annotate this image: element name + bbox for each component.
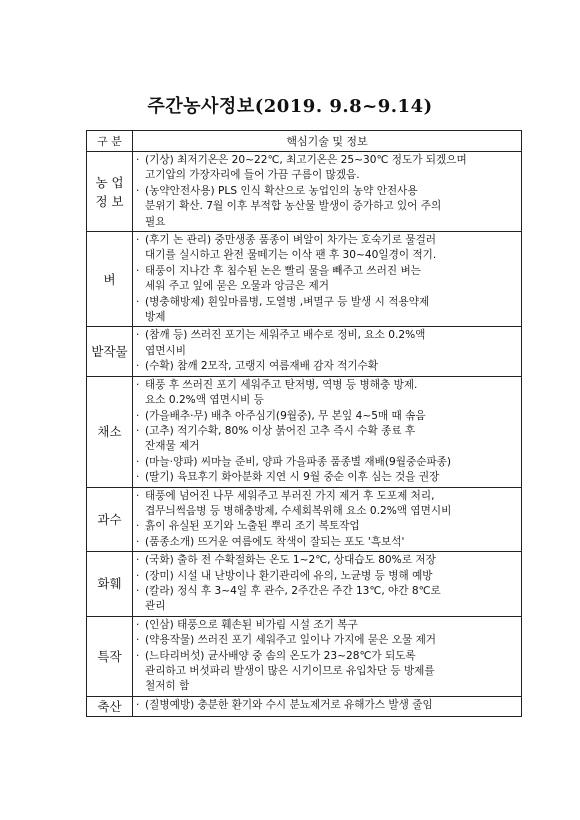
- item-line: 태풍이 지나간 후 침수된 논은 빨리 물을 빼주고 쓰러진 벼는: [145, 264, 421, 277]
- item-text: [145, 535, 518, 550]
- item-line: (약용작물) 쓰러진 포기 세워주고 잎이나 가지에 묻은 오물 제거: [145, 634, 437, 647]
- item-line: 잔재물 제거: [145, 440, 200, 453]
- item-line: 요소 0.2%액 엽면시비 등: [145, 394, 264, 407]
- content-cell: [133, 552, 522, 617]
- header-content: 핵심기술 및 정보: [133, 131, 522, 152]
- item-line: 관리하고 버섯파리 발생이 많은 시기이므로 유입차단 등 방제를: [145, 665, 435, 677]
- bullet-icon: ·: [136, 649, 140, 662]
- list-item: [136, 455, 518, 470]
- item-line: (참깨 등) 쓰러진 포기는 세워주고 배수로 정비, 요소 0.2%액: [145, 329, 426, 342]
- header-category: 구 분: [87, 131, 133, 152]
- item-text: [145, 328, 518, 359]
- category-label: 축산: [97, 698, 122, 714]
- item-text: [145, 184, 518, 230]
- item-line: (딸기) 육묘후기 화아분화 지연 시 9월 중순 이후 심는 것을 권장: [145, 471, 440, 484]
- item-line: 관리: [145, 600, 166, 613]
- list-item: [136, 698, 518, 713]
- bullet-icon: ·: [136, 698, 140, 711]
- table-row: [87, 327, 522, 376]
- bullet-icon: ·: [136, 154, 140, 166]
- item-line: 태풍 후 쓰러진 포기 세워주고 탄저병, 역병 등 병해충 방제.: [145, 378, 418, 391]
- item-text: [145, 409, 518, 424]
- list-item: [136, 184, 518, 230]
- item-line: (수확) 참깨 2모작, 고랭지 여름재배 감자 적기수확: [145, 360, 379, 373]
- item-line: (느타리버섯) 균사배양 중 솜의 온도가 23~28℃가 되도록: [145, 649, 416, 662]
- list-item: [136, 584, 518, 615]
- bullet-icon: ·: [136, 634, 140, 647]
- item-text: [145, 519, 518, 534]
- item-line: (장미) 시설 내 난방이나 환기관리에 유의, 노균병 등 병해 예방: [145, 569, 433, 582]
- bullet-icon: ·: [136, 234, 140, 247]
- item-line: 분위기 확산. 7월 이후 부적합 농산물 발생이 증가하고 있어 주의: [145, 200, 442, 213]
- category-label: 특작: [97, 648, 122, 664]
- list-item: [136, 233, 518, 264]
- bullet-icon: ·: [136, 535, 140, 548]
- bullet-icon: ·: [136, 569, 140, 582]
- item-line: 방제: [145, 311, 166, 324]
- item-text: [145, 455, 518, 470]
- category-cell: [87, 327, 133, 376]
- item-line: (병충해방제) 흰잎마름병, 도열병 ,벼멸구 등 발생 시 적용약제: [145, 295, 430, 308]
- item-line: 필요: [145, 215, 166, 228]
- item-line: (품종소개) 뜨거운 여름에도 착색이 잘되는 포도 '흑보석': [145, 535, 405, 548]
- content-cell: [133, 376, 522, 487]
- table-row: [87, 552, 522, 617]
- list-item: [136, 649, 518, 695]
- list-item: [136, 553, 518, 568]
- table-row: [87, 487, 522, 552]
- list-item: [136, 424, 518, 455]
- item-text: [145, 470, 518, 485]
- content-cell: [133, 327, 522, 376]
- table-row: [87, 232, 522, 327]
- list-item: [136, 409, 518, 424]
- item-line: (기상) 최저기온은 20~22℃, 최고기온은 25~30℃ 정도가 되겠으며: [145, 154, 467, 166]
- item-line: 세워 주고 잎에 묻은 오물과 앙금은 제거: [145, 280, 329, 293]
- bullet-icon: ·: [136, 264, 140, 277]
- table-header-row: [87, 131, 522, 152]
- bullet-icon: ·: [136, 409, 140, 422]
- item-line: 태풍에 넘어진 나무 세워주고 부러진 가지 제거 후 도포제 처리,: [145, 489, 435, 502]
- item-line: (후기 논 관리) 중만생종 품종이 벼알이 차가는 호숙기로 물걸러: [145, 234, 437, 247]
- category-cell: [87, 616, 133, 696]
- item-text: [145, 569, 518, 584]
- farming-info-table: [86, 130, 522, 717]
- item-text: [145, 489, 518, 520]
- list-item: [136, 359, 518, 374]
- category-label: 화훼: [97, 576, 122, 592]
- content-cell: [133, 152, 522, 232]
- category-label: 과수: [97, 511, 122, 527]
- category-label: 정 보: [95, 193, 124, 209]
- list-item: [136, 328, 518, 359]
- table-row: [87, 696, 522, 716]
- item-text: [145, 618, 518, 633]
- item-line: 대기를 실시하고 완전 물떼기는 이삭 팬 후 30~40일경이 적기.: [145, 249, 437, 262]
- list-item: [136, 618, 518, 633]
- item-line: 흙이 유실된 포기와 노출된 뿌리 조기 복토작업: [145, 520, 360, 533]
- list-item: [136, 633, 518, 648]
- item-text: [145, 359, 518, 374]
- list-item: [136, 295, 518, 326]
- list-item: [136, 519, 518, 534]
- table-row: [87, 152, 522, 232]
- list-item: [136, 378, 518, 409]
- item-line: 철저히 함: [145, 680, 190, 693]
- item-text: [145, 424, 518, 455]
- category-label: 벼: [103, 271, 116, 287]
- item-text: [145, 553, 518, 568]
- category-label: 채소: [97, 424, 122, 440]
- item-line: 고기압의 가장자리에 들어 가끔 구름이 많겠음.: [145, 169, 360, 182]
- item-text: [145, 153, 518, 184]
- bullet-icon: ·: [136, 584, 140, 597]
- category-cell: [87, 487, 133, 552]
- bullet-icon: ·: [136, 455, 140, 468]
- item-text: [145, 295, 518, 326]
- bullet-icon: ·: [136, 329, 140, 342]
- item-line: (질병예방) 충분한 환기와 수시 분뇨제거로 유해가스 발생 줄임: [145, 698, 433, 711]
- item-text: [145, 633, 518, 648]
- list-item: [136, 264, 518, 295]
- item-line: (국화) 출하 전 수확절화는 온도 1~2℃, 상대습도 80%로 저장: [145, 554, 436, 567]
- item-line: 엽면시비: [145, 344, 186, 357]
- content-cell: [133, 616, 522, 696]
- bullet-icon: ·: [136, 489, 140, 502]
- item-line: (가을배추·무) 배추 아주심기(9월중), 무 본잎 4~5매 때 솎음: [145, 409, 426, 422]
- category-cell: [87, 376, 133, 487]
- item-line: (인삼) 태풍으로 훼손된 비가림 시설 조기 복구: [145, 618, 358, 631]
- category-cell: [87, 232, 133, 327]
- item-text: [145, 264, 518, 295]
- bullet-icon: ·: [136, 471, 140, 484]
- item-text: [145, 584, 518, 615]
- category-cell: [87, 152, 133, 232]
- category-label: 밭작물: [91, 344, 128, 360]
- category-cell: [87, 552, 133, 617]
- item-line: (마늘·양파) 씨마늘 준비, 양파 가을파종 품종별 재배(9월중순파종): [145, 455, 452, 468]
- table-row: [87, 376, 522, 487]
- list-item: [136, 489, 518, 520]
- item-line: (고추) 적기수확, 80% 이상 붉어진 고추 즉시 수확 종료 후: [145, 424, 416, 437]
- bullet-icon: ·: [136, 184, 140, 197]
- item-text: [145, 649, 518, 695]
- content-cell: [133, 696, 522, 716]
- list-item: [136, 569, 518, 584]
- item-line: 겹무늬썩음병 등 병해충방제, 수세회복위해 요소 0.2%액 엽면시비: [145, 504, 452, 517]
- page-title: 주간농사정보(2019. 9.8~9.14): [147, 96, 433, 117]
- item-line: (농약안전사용) PLS 인식 확산으로 농업인의 농약 안전사용: [145, 184, 418, 197]
- content-cell: [133, 232, 522, 327]
- bullet-icon: ·: [136, 378, 140, 391]
- bullet-icon: ·: [136, 360, 140, 373]
- item-line: (칼라) 정식 후 3~4일 후 관수, 2주간은 주간 13℃, 야간 8℃로: [145, 584, 441, 597]
- item-text: [145, 378, 518, 409]
- list-item: [136, 470, 518, 485]
- table-row: [87, 616, 522, 696]
- item-text: [145, 233, 518, 264]
- category-cell: [87, 696, 133, 716]
- bullet-icon: ·: [136, 424, 140, 437]
- bullet-icon: ·: [136, 520, 140, 533]
- item-text: [145, 698, 518, 713]
- list-item: [136, 535, 518, 550]
- content-cell: [133, 487, 522, 552]
- bullet-icon: ·: [136, 295, 140, 308]
- bullet-icon: ·: [136, 618, 140, 631]
- list-item: [136, 153, 518, 184]
- bullet-icon: ·: [136, 554, 140, 567]
- category-label: 농 업: [95, 174, 124, 190]
